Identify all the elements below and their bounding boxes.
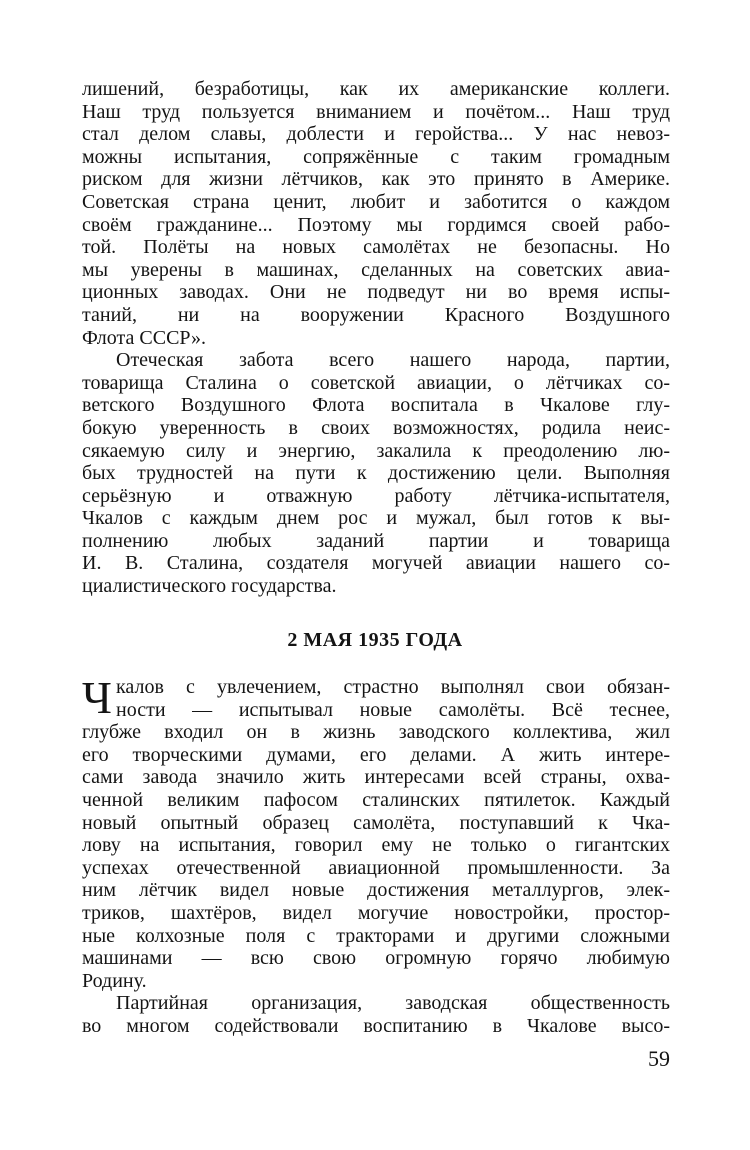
text-line: калов с увлечением, страстно выполнял свои обязан-	[116, 676, 670, 698]
paragraph-2	[82, 349, 670, 598]
page-number: 59	[648, 1046, 670, 1071]
text-line: бокую уверенность в своих возможностях, родила неис-	[82, 416, 670, 439]
text-line: ные колхозные поля с тракторами и другими сложными	[82, 924, 670, 947]
section-body	[82, 672, 670, 1038]
text-line: во многом содействовали воспитанию в Чкалове высо-	[82, 1014, 670, 1037]
text-line: той. Полёты на новых самолётах не безопасны. Но	[82, 236, 670, 259]
main-text	[82, 78, 670, 598]
text-line: циалистического государства.	[82, 575, 337, 598]
text-line: триков, шахтёров, видел могучие новостройки, простор-	[82, 901, 670, 924]
text-line: ционных заводах. Они не подведут ни во время испы-	[82, 281, 670, 304]
text-line: ним лётчик видел новые достижения металлургов, элек-	[82, 879, 670, 902]
text-line: Родину.	[82, 969, 147, 992]
text-line: Советская страна ценит, любит и заботится о каждом	[82, 190, 670, 213]
text-line: товарища Сталина о советской авиации, о лётчиках со-	[82, 371, 670, 394]
paragraph-1	[82, 78, 670, 349]
text-line: можны испытания, сопряжённые с таким громадным	[82, 145, 670, 168]
text-line: И. В. Сталина, создателя могучей авиации нашего со-	[82, 552, 670, 575]
text-line: сякаемую силу и энергию, закалила к преодолению лю-	[82, 439, 670, 462]
text-line: Флота СССР».	[82, 326, 207, 349]
text-line: ветского Воздушного Флота воспитала в Чкалове глу-	[82, 394, 670, 417]
text-line: глубже входил он в жизнь заводского коллектива, жил	[82, 721, 670, 744]
paragraph-4	[82, 992, 670, 1037]
text-line: его творческими думами, его делами. А жить интере-	[82, 743, 670, 766]
text-line: успехах отечественной авиационной промышленности. За	[82, 856, 670, 879]
text-line: стал делом славы, доблести и геройства... У нас невоз-	[82, 123, 670, 146]
text-line: Наш труд пользуется вниманием и почётом... Наш труд	[82, 100, 670, 123]
text-line: новый опытный образец самолёта, поступавший к Чка-	[82, 811, 670, 834]
text-line: мы уверены в машинах, сделанных на советских авиа-	[82, 258, 670, 281]
text-line: Чкалов с каждым днем рос и мужал, был готов к вы-	[82, 507, 670, 530]
text-line: своём гражданине... Поэтому мы гордимся своей рабо-	[82, 213, 670, 236]
text-line: Партийная организация, заводская общественность	[116, 992, 670, 1015]
text-line: полнению любых заданий партии и товарища	[82, 529, 670, 552]
paragraph-3	[82, 672, 670, 992]
text-line: сами завода значило жить интересами всей страны, охва-	[82, 766, 670, 789]
text-line: Отеческая забота всего нашего народа, партии,	[116, 349, 670, 372]
text-line: ности — испытывал новые самолёты. Всё теснее,	[116, 698, 670, 721]
drop-cap: Ч	[82, 672, 112, 723]
text-line: бых трудностей на пути к достижению цели. Выполняя	[82, 462, 670, 485]
text-line: машинами — всю свою огромную горячо любимую	[82, 947, 670, 970]
text-line: ченной великим пафосом сталинских пятилеток. Каждый	[82, 788, 670, 811]
text-line: риском для жизни лётчиков, как это принято в Америке.	[82, 168, 670, 191]
text-line: таний, ни на вооружении Красного Воздушного	[82, 303, 670, 326]
section-heading: 2 МАЯ 1935 ГОДА	[287, 629, 463, 651]
text-line: серьёзную и отважную работу лётчика-испытателя,	[82, 484, 670, 507]
text-line: лову на испытания, говорил ему не только о гигантских	[82, 834, 670, 857]
text-line: лишений, безработицы, как их американские коллеги.	[82, 78, 670, 100]
